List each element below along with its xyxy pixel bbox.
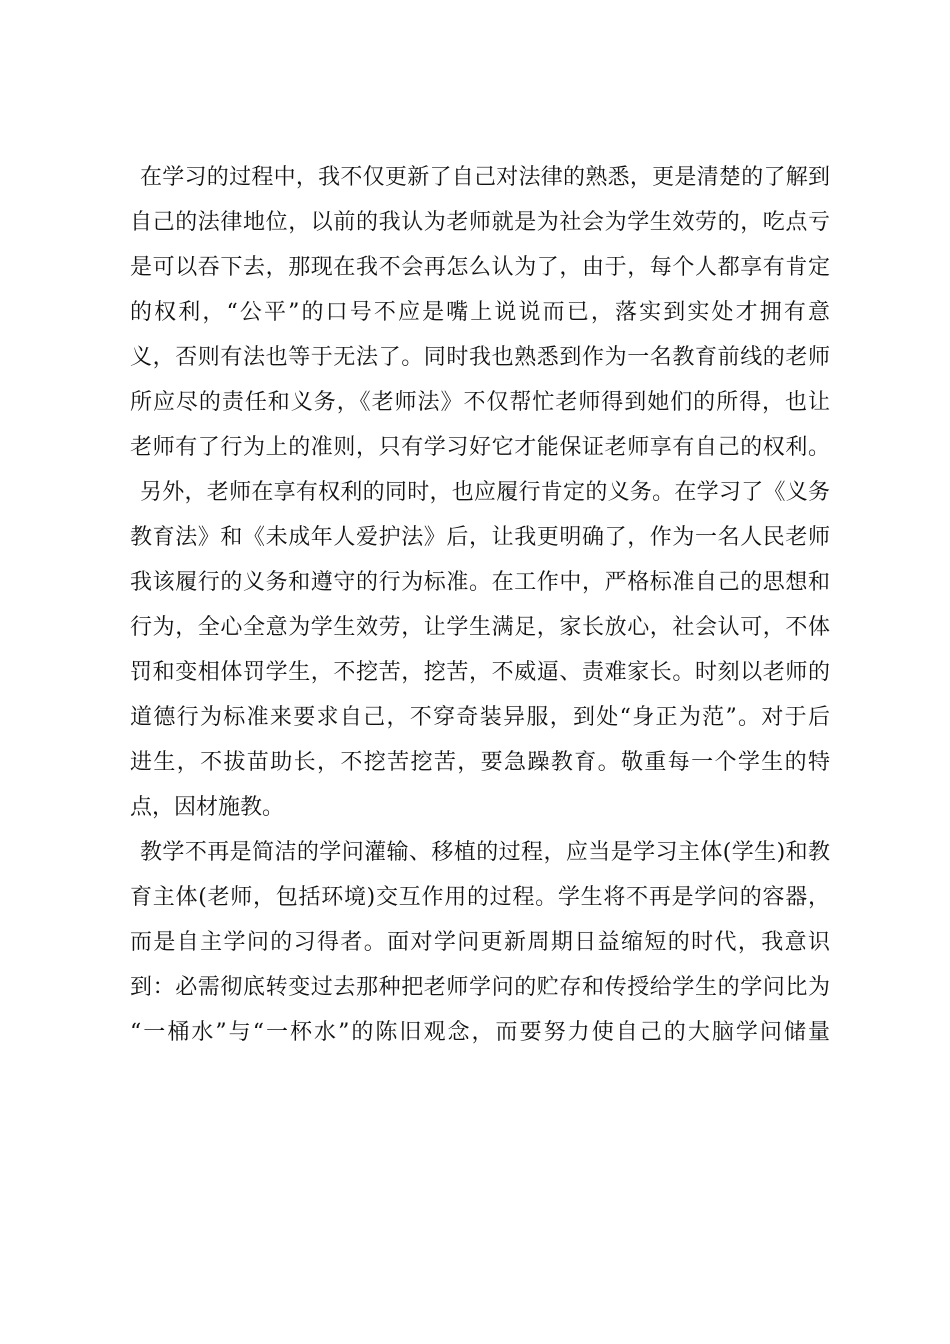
paragraph-2-line-5: 罚和变相体罚学生，不挖苦，挖苦，不威逼、责难家长。时刻以老师的 <box>130 660 830 685</box>
paragraph-1-line-7: 老师有了行为上的准则，只有学习好它才能保证老师享有自己的权利。 <box>130 435 830 460</box>
paragraph-2-line-3: 我该履行的义务和遵守的行为标准。在工作中，严格标准自己的思想和 <box>130 570 830 595</box>
paragraph-3-line-5: “一桶水”与“一杯水”的陈旧观念，而要努力使自己的大脑学问储量 <box>130 1020 830 1045</box>
paragraph-3-line-2: 育主体(老师，包括环境)交互作用的过程。学生将不再是学问的容器， <box>130 885 830 910</box>
paragraph-1-line-4: 的权利，“公平”的口号不应是嘴上说说而已，落实到实处才拥有意 <box>130 300 830 325</box>
paragraph-3-line-1: 教学不再是简洁的学问灌输、移植的过程，应当是学习主体(学生)和教 <box>140 840 830 865</box>
paragraph-2-line-4: 行为，全心全意为学生效劳，让学生满足，家长放心，社会认可，不体 <box>130 615 830 640</box>
paragraph-3-line-3: 而是自主学问的习得者。面对学问更新周期日益缩短的时代，我意识 <box>130 930 830 955</box>
paragraph-2-line-2: 教育法》和《未成年人爱护法》后，让我更明确了，作为一名人民老师 <box>130 525 830 550</box>
paragraph-3-line-4: 到：必需彻底转变过去那种把老师学问的贮存和传授给学生的学问比为 <box>130 975 830 1000</box>
paragraph-1-line-3: 是可以吞下去，那现在我不会再怎么认为了，由于，每个人都享有肯定 <box>130 255 830 280</box>
paragraph-2-line-6: 道德行为标准来要求自己，不穿奇装异服，到处“身正为范”。对于后 <box>130 705 830 730</box>
paragraph-1-line-1: 在学习的过程中，我不仅更新了自己对法律的熟悉，更是清楚的了解到 <box>140 165 830 190</box>
paragraph-2-line-8: 点，因材施教。 <box>130 795 285 820</box>
paragraph-1-line-2: 自己的法律地位，以前的我认为老师就是为社会为学生效劳的，吃点亏 <box>130 210 830 235</box>
paragraph-2-line-7: 进生，不拔苗助长，不挖苦挖苦，要急躁教育。敬重每一个学生的特 <box>130 750 830 775</box>
paragraph-1-line-5: 义，否则有法也等于无法了。同时我也熟悉到作为一名教育前线的老师 <box>130 345 830 370</box>
paragraph-2-line-1: 另外，老师在享有权利的同时，也应履行肯定的义务。在学习了《义务 <box>140 480 830 505</box>
paragraph-1-line-6: 所应尽的责任和义务，《老师法》不仅帮忙老师得到她们的所得，也让 <box>130 390 830 415</box>
